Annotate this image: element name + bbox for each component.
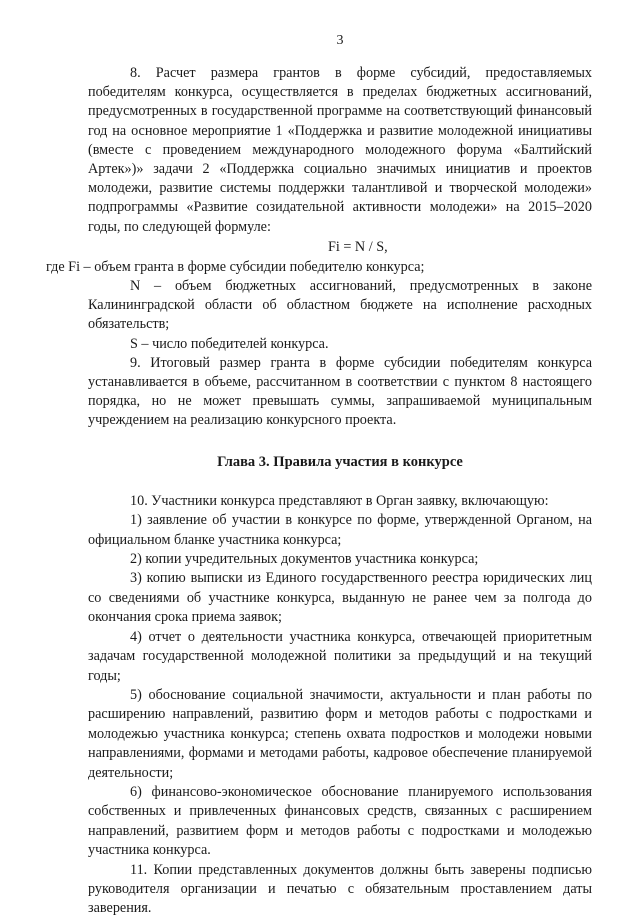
paragraph-9: 9. Итоговый размер гранта в форме субсидии победителям конкурса устанавливается в объеме, рассчитанном в соответствии с пунктом 8 настоящего порядка, но не может превышать суммы, запрашиваемой муниципальным учреждением на реализацию конкурсного проекта. <box>88 354 592 429</box>
paragraph-10: 10. Участники конкурса представляют в Орган заявку, включающую: <box>130 492 549 509</box>
paragraph-11: 11. Копии представленных документов должны быть заверены подписью руководителя организации и печатью с обязательным проставлением даты заверения. <box>88 861 592 917</box>
list-item: 2) копии учредительных документов участника конкурса; <box>130 551 479 568</box>
definition-s: S – число победителей конкурса. <box>130 335 329 352</box>
chapter-heading: Глава 3. Правила участия в конкурсе <box>217 453 463 470</box>
definition-fi: где Fi – объем гранта в форме субсидии победителю конкурса; <box>46 258 425 275</box>
list-item: 3) копию выписки из Единого государственного реестра юридических лиц со сведениями об участнике конкурса, выданную не ранее чем за полгода до окончания срока приема заявок; <box>88 570 592 626</box>
definition-n: N – объем бюджетных ассигнований, предусмотренных в законе Калининградской области об областном бюджете на исполнение расходных обязательств; <box>88 278 592 333</box>
list-item: 4) отчет о деятельности участника конкурса, отвечающей приоритетным задачам государственной молодежной политики за предыдущий и на текущий годы; <box>88 628 592 684</box>
page-number: 3 <box>336 33 344 48</box>
list-item: 5) обоснование социальной значимости, актуальности и план работы по расширению направлений, развитию форм и методов работы с подростками и молодежью участника конкурса; степень охвата подростков и молодежи новыми направлениями, формами и методами работы, кадровое обеспечение планируемой деятельности; <box>88 686 592 781</box>
paragraph-8: 8. Расчет размера грантов в форме субсидий, предоставляемых победителям конкурса, осуществляется в пределах бюджетных ассигнований, предусмотренных в государственной программе на соответствующий финансовый год на основное мероприятие 1 «Поддержка и развитие молодежной инициативы (вместе с проведением международного молодежного форума «Балтийский Артек»)» задачи 2 «Поддержка социально значимых инициатив и проектов молодежи, развитие системы поддержки талантливой и творческой молодежи» подпрограммы «Развитие созидательной активности молодежи» на 2015–2020 годы, по следующей формуле: <box>88 65 592 235</box>
list-item: 1) заявление об участии в конкурсе по форме, утвержденной Органом, на официальном бланке участника конкурса; <box>88 512 592 548</box>
formula: Fi = N / S, <box>328 238 388 255</box>
list-item: 6) финансово-экономическое обоснование планируемого использования собственных и привлеченных финансовых средств, связанных с расширением направлений, развитием форм и методов работы с подростками и молодежью участника конкурса. <box>88 783 592 859</box>
